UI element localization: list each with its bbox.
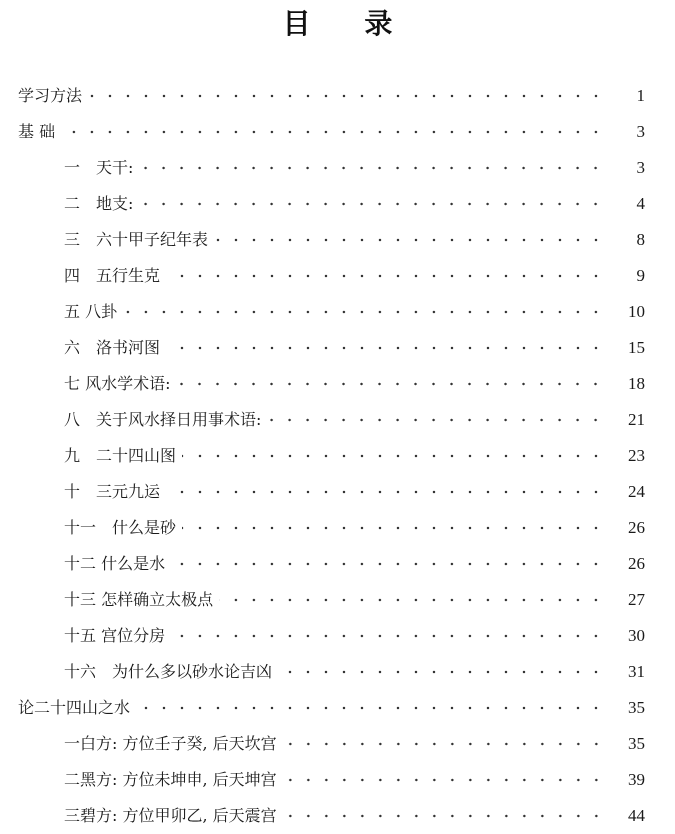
toc-entry-page: 23	[628, 446, 645, 465]
dot-leader	[171, 546, 611, 582]
toc-entry[interactable]	[0, 186, 675, 222]
toc-entry-label: 学习方法	[18, 78, 88, 114]
dot-leader	[283, 726, 611, 762]
dot-leader	[139, 150, 611, 186]
toc-entry[interactable]	[0, 546, 675, 582]
toc-entry[interactable]	[0, 114, 675, 150]
toc-entry-page: 8	[636, 230, 645, 249]
toc-entry-page: 44	[628, 806, 645, 825]
dot-leader	[166, 474, 611, 510]
toc-entry[interactable]	[0, 798, 675, 834]
toc-entry[interactable]	[0, 78, 675, 114]
dot-leader	[166, 330, 611, 366]
toc-entry-page: 26	[628, 554, 645, 573]
toc-entry-label: 十五 宫位分房	[64, 618, 171, 654]
toc-entry[interactable]	[0, 402, 675, 438]
toc-entry-page: 26	[628, 518, 645, 537]
toc-entry-label: 九 二十四山图	[64, 438, 182, 474]
dot-leader	[267, 402, 611, 438]
dot-leader	[136, 690, 611, 726]
toc-entry-page: 24	[628, 482, 645, 501]
toc-entry[interactable]	[0, 366, 675, 402]
toc-entry[interactable]	[0, 618, 675, 654]
toc-entry-page: 3	[636, 158, 645, 177]
toc-entry[interactable]	[0, 690, 675, 726]
toc-entry[interactable]	[0, 726, 675, 762]
toc-entry-label: 七 风水学术语:	[64, 366, 176, 402]
toc-entry-label: 十 三元九运	[64, 474, 166, 510]
dot-leader	[182, 438, 611, 474]
toc-entry-label: 三 六十甲子纪年表	[64, 222, 214, 258]
toc-entry-label: 二黑方: 方位未坤申, 后天坤宫	[64, 762, 283, 798]
toc-entry[interactable]	[0, 294, 675, 330]
toc-entry-label: 二 地支:	[64, 186, 139, 222]
toc-entry-page: 10	[628, 302, 645, 321]
toc-entry[interactable]	[0, 438, 675, 474]
toc-entry-page: 9	[636, 266, 645, 285]
toc-entry-page: 30	[628, 626, 645, 645]
toc-entry-page: 1	[636, 86, 645, 105]
toc-entry-page: 15	[628, 338, 645, 357]
table-of-contents	[0, 78, 675, 834]
toc-entry-page: 35	[628, 734, 645, 753]
dot-leader	[61, 114, 611, 150]
toc-entry-label: 十二 什么是水	[64, 546, 171, 582]
toc-entry-label: 十三 怎样确立太极点	[64, 582, 219, 618]
dot-leader	[139, 186, 611, 222]
toc-entry[interactable]	[0, 762, 675, 798]
dot-leader	[278, 654, 611, 690]
toc-entry[interactable]	[0, 654, 675, 690]
dot-leader	[219, 582, 611, 618]
toc-entry-page: 18	[628, 374, 645, 393]
dot-leader	[283, 762, 611, 798]
toc-entry[interactable]	[0, 150, 675, 186]
toc-entry-page: 31	[628, 662, 645, 681]
toc-entry[interactable]	[0, 510, 675, 546]
dot-leader	[166, 258, 611, 294]
dot-leader	[171, 618, 611, 654]
page-title: 目 录	[282, 7, 415, 40]
toc-entry-label: 十六 为什么多以砂水论吉凶	[64, 654, 278, 690]
toc-entry-label: 论二十四山之水	[18, 690, 136, 726]
toc-entry-label: 一 天干:	[64, 150, 139, 186]
toc-entry[interactable]	[0, 222, 675, 258]
dot-leader	[214, 222, 611, 258]
dot-leader	[88, 78, 611, 114]
toc-entry[interactable]	[0, 474, 675, 510]
toc-entry-label: 一白方: 方位壬子癸, 后天坎宫	[64, 726, 283, 762]
toc-entry[interactable]	[0, 582, 675, 618]
toc-entry-label: 六 洛书河图	[64, 330, 166, 366]
dot-leader	[123, 294, 611, 330]
toc-entry-page: 35	[628, 698, 645, 717]
toc-entry-label: 三碧方: 方位甲卯乙, 后天震宫	[64, 798, 283, 834]
toc-entry[interactable]	[0, 258, 675, 294]
toc-entry-page: 21	[628, 410, 645, 429]
dot-leader	[283, 798, 611, 834]
dot-leader	[176, 366, 611, 402]
toc-entry-label: 五 八卦	[64, 294, 123, 330]
toc-entry-label: 十一 什么是砂	[64, 510, 182, 546]
toc-entry-label: 基 础	[18, 114, 61, 150]
toc-entry-page: 39	[628, 770, 645, 789]
toc-entry-label: 八 关于风水择日用事术语:	[64, 402, 267, 438]
toc-entry-label: 四 五行生克	[64, 258, 166, 294]
dot-leader	[182, 510, 611, 546]
toc-entry-page: 3	[636, 122, 645, 141]
toc-entry-page: 27	[628, 590, 645, 609]
toc-entry-page: 4	[636, 194, 645, 213]
toc-entry[interactable]	[0, 330, 675, 366]
